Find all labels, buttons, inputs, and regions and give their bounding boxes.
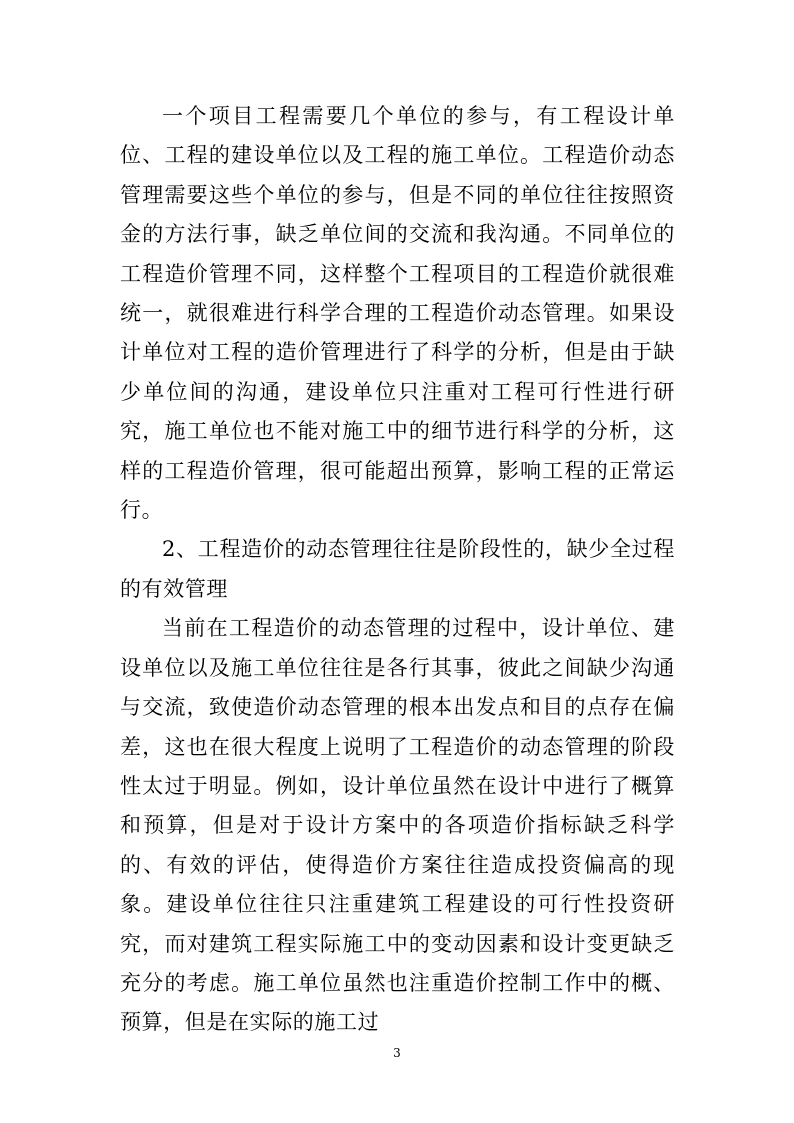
page-number: 3 (393, 1046, 401, 1060)
section-heading: 2、工程造价的动态管理往往是阶段性的，缺少全过程的有效管理 (120, 537, 675, 601)
paragraph-current-status: 当前在工程造价的动态管理的过程中，设计单位、建设单位以及施工单位往往是各行其事，彼此之间缺少沟通与交流，致使造价动态管理的根本出发点和目的点存在偏差，这也在很大程度上说明了工程造价的动态管理的阶段性太过于明显。例如，设计单位虽然在设计中进行了概算和预算，但是对于设计方案中的各项造价指标缺乏科学的、有效的评估，使得造价方案往往造成投资偏高的现象。建设单位往往只注重建筑工程建设的可行性投资研究，而对建筑工程实际施工中的变动因素和设计变更缺乏充分的考虑。施工单位虽然也注重造价控制工作中的概、预算，但是在实际的施工过 (120, 616, 675, 1035)
paragraph-participants: 一个项目工程需要几个单位的参与，有工程设计单位、工程的建设单位以及工程的施工单位。工程造价动态管理需要这些个单位的参与，但是不同的单位往往按照资金的方法行事，缺乏单位间的交流和我沟通。不同单位的工程造价管理不同，这样整个工程项目的工程造价就很难统一，就很难进行科学合理的工程造价动态管理。如果设计单位对工程的造价管理进行了科学的分析，但是由于缺少单位间的沟通，建设单位只注重对工程可行性进行研究，施工单位也不能对施工中的细节进行科学的分析，这样的工程造价管理，很可能超出预算，影响工程的正常运行。 (120, 104, 675, 523)
body-text (120, 97, 675, 1043)
